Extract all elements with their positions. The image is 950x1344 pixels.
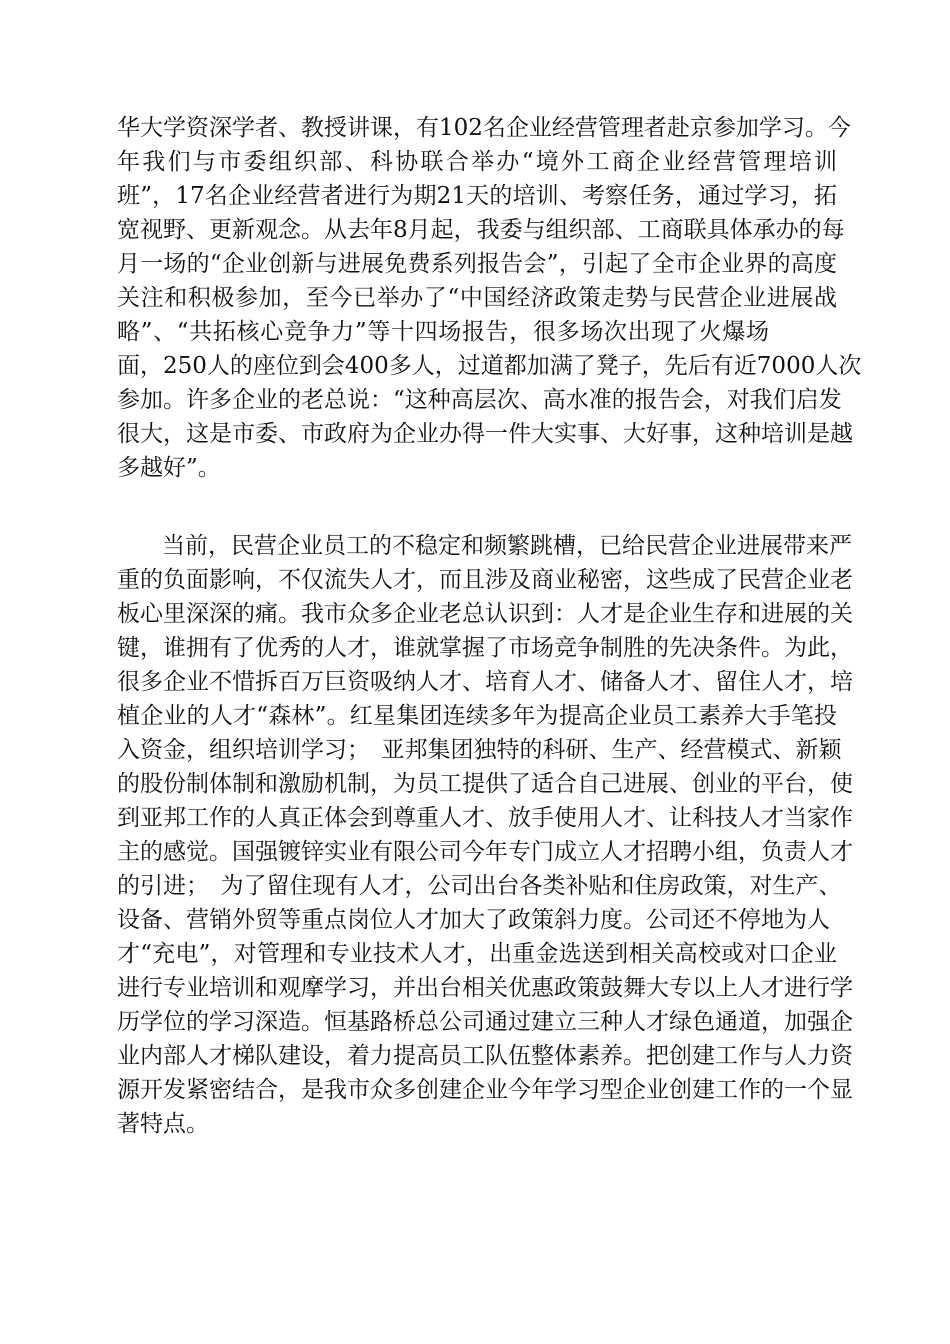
text-line: 很大，这是市委、市政府为企业办得一件大实事、大好事，这种培训是越 <box>117 421 853 447</box>
text-line: 著特点。 <box>117 1111 209 1137</box>
text-line: 主的感觉。国强镀锌实业有限公司今年专门成立人才招聘小组，负责人才 <box>117 839 853 865</box>
text-line: 的引进； 为了留住现有人才，公司出台各类补贴和住房政策，对生产、 <box>117 873 842 899</box>
text-line: 多越好”。 <box>117 455 221 481</box>
text-line: 年我们与市委组织部、科协联合举办“境外工商企业经营管理培训 <box>117 149 837 175</box>
text-line: 才“充电”，对管理和专业技术人才，出重金选送到相关高校或对口企业 <box>117 941 837 967</box>
text-line: 到亚邦工作的人真正体会到尊重人才、放手使用人才、让科技人才当家作 <box>117 805 853 831</box>
text-line: 键，谁拥有了优秀的人才，谁就掌握了市场竞争制胜的先决条件。为此， <box>117 635 853 661</box>
text-line: 关注和积极参加，至今已举办了“中国经济政策走势与民营企业进展战 <box>117 285 837 311</box>
text-line: 历学位的学习深造。恒基路桥总公司通过建立三种人才绿色通道，加强企 <box>117 1009 853 1035</box>
text-line: 宽视野、更新观念。从去年8月起，我委与组织部、工商联具体承办的每 <box>117 217 845 243</box>
text-line: 源开发紧密结合，是我市众多创建企业今年学习型企业创建工作的一个显 <box>117 1077 853 1103</box>
text-line: 进行专业培训和观摩学习，并出台相关优惠政策鼓舞大专以上人才进行学 <box>117 975 853 1001</box>
text-line: 参加。许多企业的老总说：“这种高层次、高水准的报告会，对我们启发 <box>117 387 842 413</box>
text-line: 很多企业不惜拆百万巨资吸纳人才、培育人才、储备人才、留住人才，培 <box>117 669 853 695</box>
text-line: 面，250人的座位到会400多人，过道都加满了凳子，先后有近7000人次 <box>117 353 862 379</box>
text-line: 华大学资深学者、教授讲课，有102名企业经营管理者赴京参加学习。今 <box>117 115 851 141</box>
text-line: 略”、“共拓核心竞争力”等十四场报告，很多场次出现了火爆场 <box>117 319 769 345</box>
text-line: 的股份制体制和激励机制，为员工提供了适合自己进展、创业的平台，使 <box>117 771 853 797</box>
text-line: 重的负面影响，不仅流失人才，而且涉及商业秘密，这些成了民营企业老 <box>117 567 853 593</box>
text-line: 板心里深深的痛。我市众多企业老总认识到：人才是企业生存和进展的关 <box>117 601 853 627</box>
text-line: 植企业的人才“森林”。红星集团连续多年为提高企业员工素养大手笔投 <box>117 703 837 729</box>
text-line: 月一场的“企业创新与进展免费系列报告会”，引起了全市企业界的高度 <box>117 251 837 277</box>
text-line: 当前，民营企业员工的不稳定和频繁跳槽，已给民营企业进展带来严 <box>162 533 852 559</box>
text-line: 班”，17名企业经营者进行为期21天的培训、考察任务，通过学习，拓 <box>117 183 837 209</box>
text-line: 设备、营销外贸等重点岗位人才加大了政策斜力度。公司还不停地为人 <box>117 907 830 933</box>
text-line: 业内部人才梯队建设，着力提高员工队伍整体素养。把创建工作与人力资 <box>117 1043 853 1069</box>
text-line: 入资金，组织培训学习； 亚邦集团独特的科研、生产、经营模式、新颖 <box>117 737 842 763</box>
